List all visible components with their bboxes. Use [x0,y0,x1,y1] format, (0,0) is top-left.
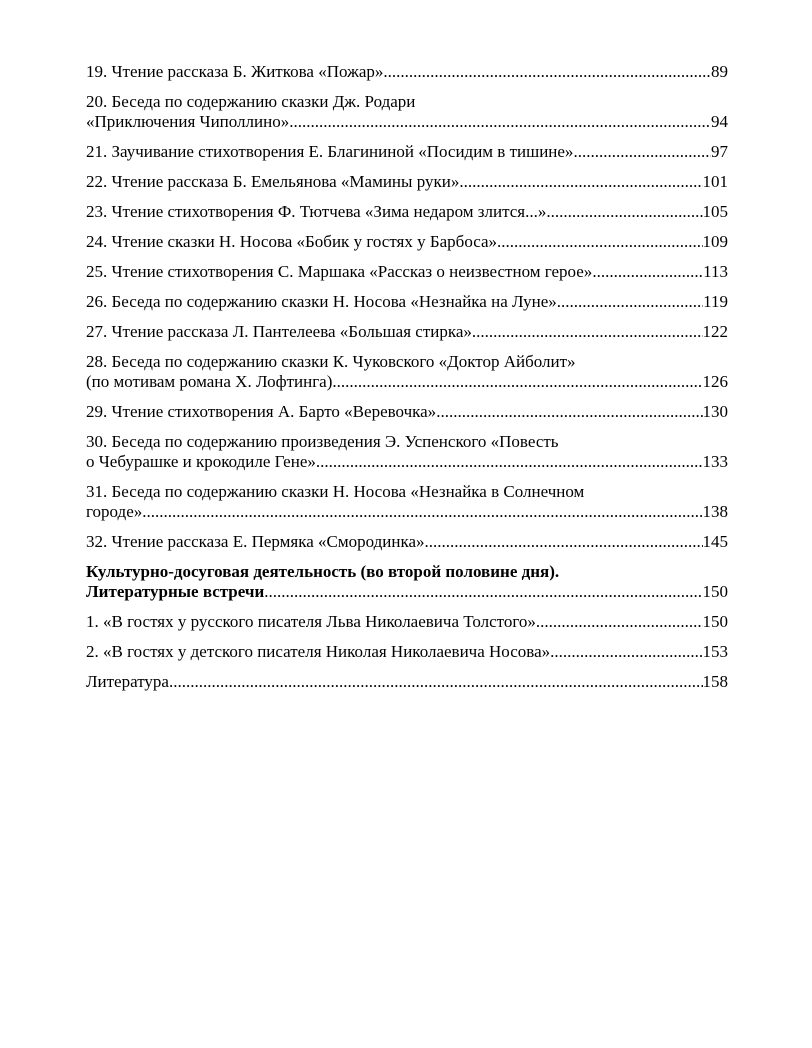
toc-entry-title: 30. Беседа по содержанию произведения Э. Успенского «Повесть [86,432,559,451]
toc-entry-title: 28. Беседа по содержанию сказки К. Чуковского «Доктор Айболит» [86,352,576,371]
toc-section-heading: Культурно-досуговая деятельность (во второй половине дня). [86,562,560,581]
toc-entry [86,612,728,632]
toc-entry [86,92,728,132]
toc-entry-title: 1. «В гостях у русского писателя Льва Николаевича Толстого» [86,612,536,631]
toc-entry [86,352,728,392]
toc-entry [86,322,728,342]
toc-entry-line [86,112,728,132]
dot-leader [546,202,702,222]
toc-entry-line [86,612,728,632]
toc-entry-title-continued: городе» [86,502,143,521]
toc-page-number: 105 [702,202,728,221]
toc-entry-title: 22. Чтение рассказа Б. Емельянова «Мамины руки» [86,172,460,191]
toc-entry-title: 23. Чтение стихотворения Ф. Тютчева «Зима недаром злится...» [86,202,547,221]
toc-entry-line [86,142,728,162]
toc-entry [86,402,728,422]
toc-entry [86,672,728,692]
dot-leader [142,502,702,522]
toc-entry-line [86,432,728,452]
toc-entry-title: 32. Чтение рассказа Е. Пермяка «Смородинка» [86,532,425,551]
toc-entry-line [86,642,728,662]
toc-entry-line [86,402,728,422]
toc-entry-line [86,352,728,372]
toc-entry-title: 21. Заучивание стихотворения Е. Благининой «Посидим в тишине» [86,142,574,161]
toc-entry [86,262,728,282]
dot-leader [383,62,711,82]
toc-page-number: 158 [702,672,728,691]
dot-leader [289,112,711,132]
toc-entry [86,482,728,522]
toc-entry-title: 29. Чтение стихотворения А. Барто «Веревочка» [86,402,437,421]
toc-entry-line [86,452,728,472]
toc-page-number: 133 [702,452,728,471]
toc-entry-line [86,262,728,282]
toc-entry-title-continued: (по мотивам романа Х. Лофтинга) [86,372,333,391]
dot-leader [472,322,703,342]
dot-leader [436,402,702,422]
toc-entry-title: 26. Беседа по содержанию сказки Н. Носова «Незнайка на Луне» [86,292,557,311]
toc-entry [86,142,728,162]
toc-page-number: 145 [702,532,728,551]
toc-entry [86,532,728,552]
toc-entry-title: 20. Беседа по содержанию сказки Дж. Родари [86,92,416,111]
toc-page-number: 122 [702,322,728,341]
toc-entry-title: 25. Чтение стихотворения С. Маршака «Рассказ о неизвестном герое» [86,262,593,281]
dot-leader [169,672,703,692]
toc-page-number: 153 [702,642,728,661]
toc-page-number: 101 [702,172,728,191]
toc-entry-line [86,62,728,82]
toc-entry-line [86,372,728,392]
toc-page-number: 109 [702,232,728,251]
toc-page-number: 130 [702,402,728,421]
toc-section-heading-entry [86,562,728,602]
toc-page-number: 119 [703,292,728,311]
toc-entry-title-continued: о Чебурашке и крокодиле Гене» [86,452,316,471]
toc-entry-line [86,232,728,252]
toc-entry [86,642,728,662]
dot-leader [332,372,702,392]
toc-page-number: 113 [703,262,728,281]
toc-entry-title-continued: «Приключения Чиполлино» [86,112,290,131]
dot-leader [316,452,703,472]
toc-entry [86,432,728,472]
toc-entry-title: 2. «В гостях у детского писателя Николая Николаевича Носова» [86,642,551,661]
toc-entry-line [86,202,728,222]
toc-entry [86,232,728,252]
toc-page-number: 89 [711,62,728,81]
toc-entry-line [86,322,728,342]
toc-entry [86,62,728,82]
toc-entry-line [86,482,728,502]
toc-entry-title: 19. Чтение рассказа Б. Житкова «Пожар» [86,62,384,81]
toc-entry-line [86,582,728,602]
toc-section-heading-continued: Литературные встречи [86,582,265,601]
dot-leader [573,142,711,162]
dot-leader [592,262,703,282]
dot-leader [264,582,702,602]
toc-page-number: 97 [711,142,728,161]
dot-leader [497,232,702,252]
toc-page-number: 138 [702,502,728,521]
toc-entry-line [86,502,728,522]
dot-leader [557,292,703,312]
toc-page-number: 150 [702,612,728,631]
toc-entry-line [86,672,728,692]
toc-entry [86,202,728,222]
dot-leader [550,642,702,662]
toc-entry-title: 31. Беседа по содержанию сказки Н. Носова «Незнайка в Солнечном [86,482,585,501]
toc-page-number: 126 [702,372,728,391]
toc-entry-title: Литература [86,672,169,691]
dot-leader [536,612,703,632]
toc-page-number: 150 [702,582,728,601]
toc-entry [86,292,728,312]
toc-entry-line [86,92,728,112]
toc-page-number: 94 [711,112,728,131]
table-of-contents [86,62,728,702]
toc-entry-line [86,532,728,552]
toc-entry-title: 24. Чтение сказки Н. Носова «Бобик у гостях у Барбоса» [86,232,498,251]
toc-entry-line [86,292,728,312]
toc-entry-line [86,562,728,582]
toc-entry-title: 27. Чтение рассказа Л. Пантелеева «Большая стирка» [86,322,472,341]
dot-leader [425,532,703,552]
toc-entry-line [86,172,728,192]
dot-leader [459,172,702,192]
toc-entry [86,172,728,192]
